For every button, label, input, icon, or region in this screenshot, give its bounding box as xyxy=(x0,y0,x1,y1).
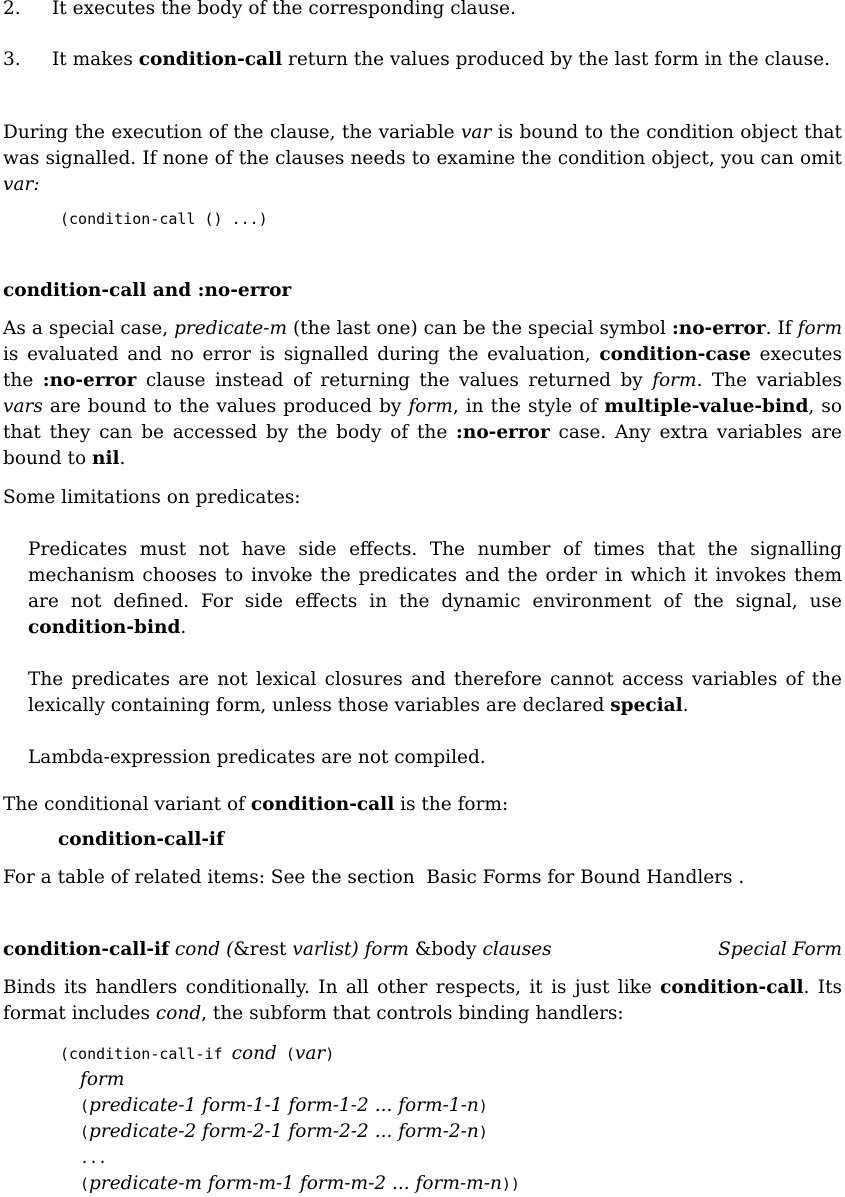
definition-kind: Special Form xyxy=(718,939,842,960)
code-line: (predicate-1 form-1-1 form-1-2 ... form-1-n) xyxy=(80,1095,488,1116)
definition-signature: condition-call-if cond (&rest varlist) form &body clauses xyxy=(3,939,552,960)
limitation-item: Predicates must not have side effects. The number of times that the signalling mechanism chooses to invoke the predicates and the order in which it invokes them are not defined. For side effects in the dynamic environment of the signal, use condition-bind. xyxy=(28,539,842,638)
limitations-intro: Some limitations on predicates: xyxy=(3,487,301,508)
related-items: For a table of related items: See the section Basic Forms for Bound Handlers . xyxy=(3,867,745,888)
list-item-text: It makes condition-call return the values produced by the last form in the clause. xyxy=(52,49,830,70)
list-number: 2. xyxy=(3,0,21,19)
list-number: 3. xyxy=(3,49,21,70)
variant-form: condition-call-if xyxy=(58,829,225,850)
list-item-text: It executes the body of the corresponding clause. xyxy=(52,0,516,19)
code-line: (condition-call-if cond (var) xyxy=(60,1043,335,1064)
code-line: (predicate-m form-m-1 form-m-2 ... form-m-n)) xyxy=(80,1173,520,1194)
paragraph-clause-binding: During the execution of the clause, the variable var is bound to the condition object that was signalled. If none of the clauses needs to examine the condition object, you can omit var: xyxy=(3,122,842,195)
variant-intro: The conditional variant of condition-call is the form: xyxy=(3,794,509,815)
paragraph-no-error: As a special case, predicate-m (the last one) can be the special symbol :no-error. If form is evaluated and no error is signalled during the evaluation, condition-case executes the :no-error clause instead of returning the values returned by form. The variables vars are bound to the values produced by form, in the style of multiple-value-bind, so that they can be accessed by the body of the :no-error case. Any extra variables are bound to nil. xyxy=(3,318,843,469)
code-line: ... xyxy=(80,1149,108,1167)
section-heading: condition-call and :no-error xyxy=(3,280,292,301)
code-line: (predicate-2 form-2-1 form-2-2 ... form-2-n) xyxy=(80,1121,488,1142)
limitation-item: The predicates are not lexical closures and therefore cannot access variables of the lexically containing form, unless those variables are declared special. xyxy=(28,669,842,716)
code-line: form xyxy=(80,1069,125,1090)
paragraph-binds-handlers: Binds its handlers conditionally. In all other respects, it is just like condition-call. Its format includes cond, the subform that controls binding handlers: xyxy=(3,977,842,1024)
limitation-item: Lambda-expression predicates are not compiled. xyxy=(28,747,486,768)
code-example: (condition-call () ...) xyxy=(60,210,268,228)
